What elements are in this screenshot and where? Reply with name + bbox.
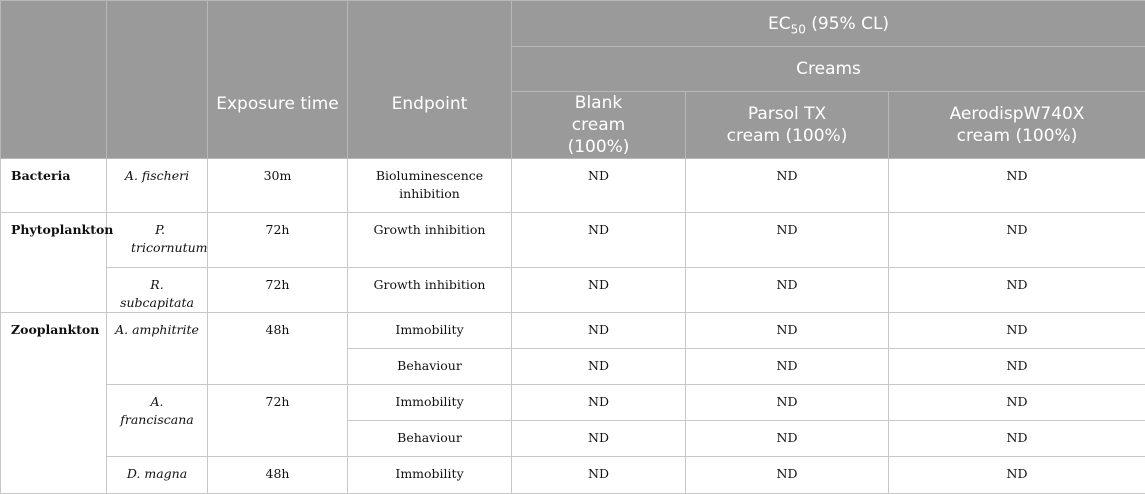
- table-row: [1, 385, 1145, 421]
- endpoint-cell: Behaviour: [348, 349, 512, 385]
- header-aerodisp-cream: [889, 92, 1145, 159]
- species-cell: P. tricornutum: [107, 213, 208, 268]
- header-exposure-time: [208, 1, 348, 159]
- aerodisp-cell: ND: [889, 457, 1145, 494]
- header-species-blank: [107, 1, 208, 159]
- endpoint-cell: Immobility: [348, 313, 512, 349]
- col-aerodisp-label: AerodispW740X cream (100%): [950, 104, 1085, 146]
- blank-cell: ND: [512, 349, 686, 385]
- blank-cell: ND: [512, 159, 686, 213]
- aerodisp-cell: ND: [889, 268, 1145, 313]
- blank-cell: ND: [512, 385, 686, 421]
- blank-cell: ND: [512, 268, 686, 313]
- group-bacteria: Bacteria: [1, 159, 107, 213]
- table-row: [1, 457, 1145, 494]
- table-row: [1, 268, 1145, 313]
- blank-cell: ND: [512, 457, 686, 494]
- parsol-cell: ND: [686, 313, 889, 349]
- group-phytoplankton: Phytoplankton: [1, 213, 107, 313]
- aerodisp-cell: ND: [889, 349, 1145, 385]
- aerodisp-cell: ND: [889, 159, 1145, 213]
- header-ec50: [512, 1, 1145, 47]
- endpoint-cell: Immobility: [348, 385, 512, 421]
- endpoint-cell: Immobility: [348, 457, 512, 494]
- endpoint-label: Endpoint: [392, 94, 468, 114]
- endpoint-cell: Behaviour: [348, 421, 512, 457]
- table-row: [1, 159, 1145, 213]
- ec50-subscript: 50: [791, 22, 806, 36]
- parsol-cell: ND: [686, 159, 889, 213]
- time-cell: 72h: [208, 385, 348, 457]
- header-group-blank: [1, 1, 107, 159]
- blank-cell: ND: [512, 313, 686, 349]
- endpoint-cell: Growth inhibition: [348, 213, 512, 268]
- parsol-cell: ND: [686, 421, 889, 457]
- group-zooplankton: Zooplankton: [1, 313, 107, 494]
- header-parsol-cream: [686, 92, 889, 159]
- species-cell: D. magna: [107, 457, 208, 494]
- table-header: [1, 1, 1145, 159]
- time-cell: 72h: [208, 213, 348, 268]
- endpoint-cell: Growth inhibition: [348, 268, 512, 313]
- header-creams: [512, 47, 1145, 92]
- creams-label: Creams: [796, 59, 861, 79]
- ec50-label: EC: [768, 14, 791, 34]
- aerodisp-cell: ND: [889, 385, 1145, 421]
- blank-cell: ND: [512, 213, 686, 268]
- parsol-cell: ND: [686, 385, 889, 421]
- parsol-cell: ND: [686, 213, 889, 268]
- time-cell: 72h: [208, 268, 348, 313]
- time-cell: 48h: [208, 313, 348, 385]
- exposure-label: Exposure time: [216, 94, 339, 114]
- blank-cell: ND: [512, 421, 686, 457]
- header-endpoint: [348, 1, 512, 159]
- table-row: [1, 313, 1145, 349]
- col-blank-label: Blank cream (100%): [568, 93, 630, 157]
- endpoint-cell: Bioluminescence inhibition: [348, 159, 512, 213]
- header-blank-cream: [512, 92, 686, 159]
- time-cell: 48h: [208, 457, 348, 494]
- parsol-cell: ND: [686, 268, 889, 313]
- species-cell: R. subcapitata: [107, 268, 208, 313]
- aerodisp-cell: ND: [889, 213, 1145, 268]
- parsol-cell: ND: [686, 349, 889, 385]
- table-row: [1, 213, 1145, 268]
- parsol-cell: ND: [686, 457, 889, 494]
- table-body: [1, 159, 1145, 494]
- time-cell: 30m: [208, 159, 348, 213]
- species-cell: A. amphitrite: [107, 313, 208, 385]
- ec50-suffix: (95% CL): [806, 14, 889, 34]
- aerodisp-cell: ND: [889, 313, 1145, 349]
- species-cell: A. franciscana: [107, 385, 208, 457]
- col-parsol-label: Parsol TX cream (100%): [727, 104, 848, 146]
- aerodisp-cell: ND: [889, 421, 1145, 457]
- species-cell: A. fischeri: [107, 159, 208, 213]
